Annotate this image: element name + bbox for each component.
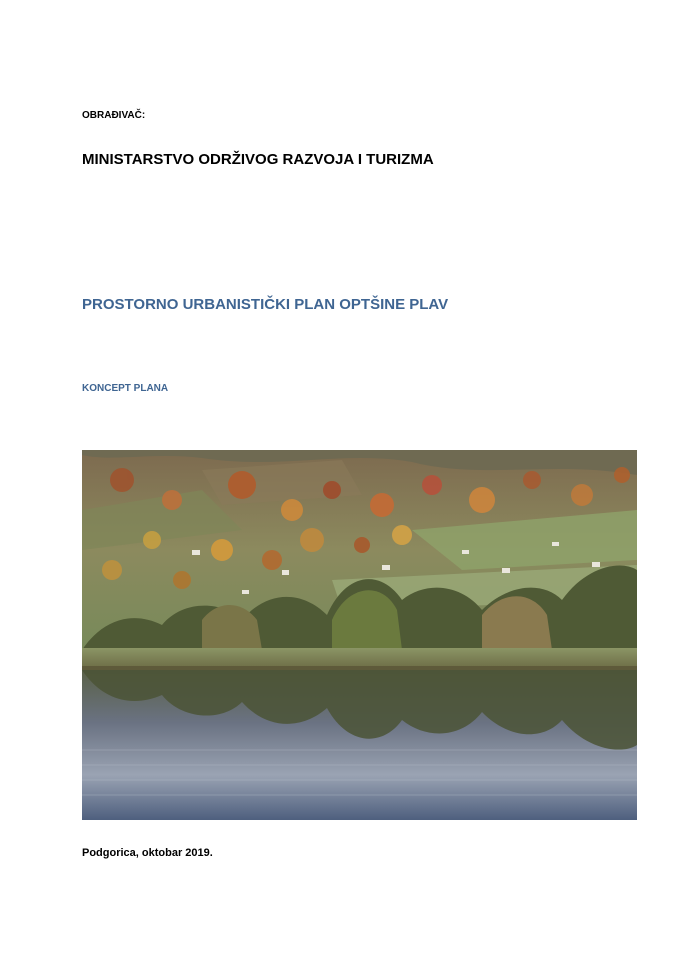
cover-photo [82,450,637,820]
ministry-name: MINISTARSTVO ODRŽIVOG RAZVOJA I TURIZMA [82,151,434,168]
plan-title: PROSTORNO URBANISTIČKI PLAN OPTŠINE PLAV [82,296,449,313]
place-and-date: Podgorica, oktobar 2019. [82,847,213,859]
plan-subtitle: KONCEPT PLANA [82,383,169,394]
processor-label: OBRAĐIVAČ: [82,110,146,121]
